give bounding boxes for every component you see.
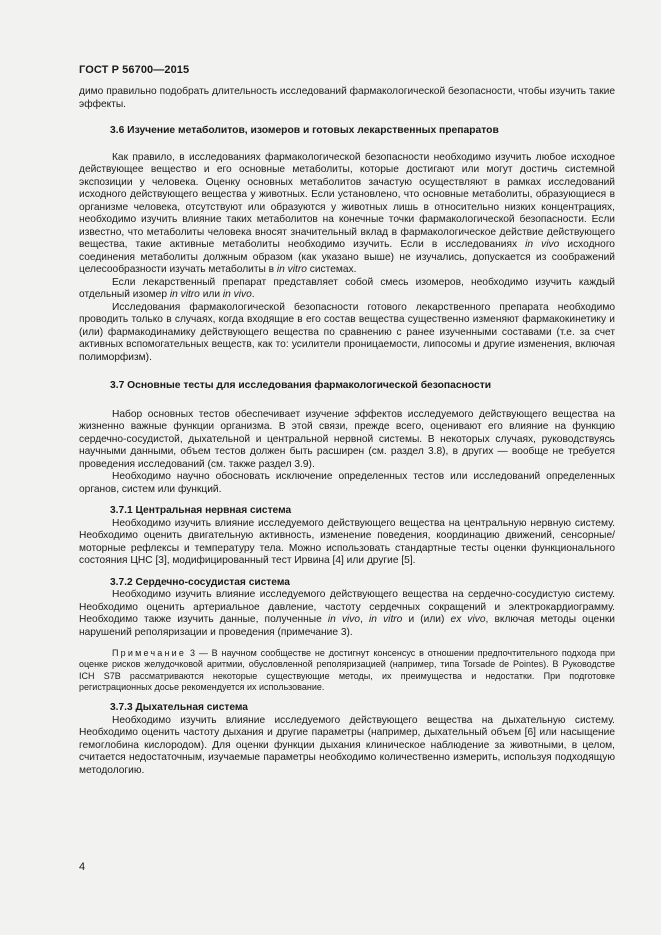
italic-term: in vitro bbox=[169, 289, 200, 300]
note-3 bbox=[79, 648, 615, 693]
section-3-7-2-heading: 3.7.2 Сердечно-сосудистая система bbox=[110, 576, 290, 588]
section-3-6-paragraph-3: Исследования фармакологической безопасности готового лекарственного препарата необходимо проводить только в случаях, когда входящие в его состав вещества существенно изменяют фармакокинетику и (или) фармакодинамику действующего вещества по сравнению с ранее изученными составами (т.е. за счет активных вспомогательных веществ, как то: усилители проницаемости, липосомы и другие изменения, включая полиморфизм). bbox=[79, 301, 615, 363]
text-run: системах. bbox=[306, 264, 357, 275]
text-run: и (или) bbox=[402, 614, 451, 625]
italic-term: in vivo bbox=[525, 239, 560, 250]
text-run: исходного соединения метаболиты должным образом (как указано выше) не изучались, допускается из соображений целесообразности изучать метаболиты в bbox=[79, 239, 615, 275]
note-label: Примечание bbox=[112, 648, 187, 658]
section-3-6-heading: 3.6 Изучение метаболитов, изомеров и готовых лекарственных препаратов bbox=[110, 125, 499, 136]
section-3-7-2-paragraph bbox=[79, 589, 615, 639]
text-run: , bbox=[360, 614, 370, 625]
italic-term: in vitro bbox=[369, 614, 403, 625]
section-3-7-1-paragraph: Необходимо изучить влияние исследуемого действующего вещества на центральную нервную систему. Необходимо оценить двигательную активность, изменение поведения, координацию движений, сенсорные/моторные рефлексы и температуру тела. Можно использовать стандартные тесты оценки функционального состояния ЦНС [3], модифицированный тест Ирвина [4] или другие [5]. bbox=[79, 517, 615, 566]
section-3-7-3-heading: 3.7.3 Дыхательная система bbox=[110, 702, 248, 714]
page-number: 4 bbox=[79, 861, 86, 873]
italic-term: in vitro bbox=[276, 264, 307, 275]
note-text: 3 — В научном сообществе не достигнут консенсус в отношении предпочтительного подхода при оценке рисков желудочковой аритмии, обусловленной реполяризацией (например, типа Torsade de Pointes). В Руководстве ICH S7B рассматриваются некоторые существующие методы, их преимущества и недостатки. При подготовке регистрационных досье рекомендуется их использование. bbox=[79, 648, 615, 692]
section-3-7-1-heading: 3.7.1 Центральная нервная система bbox=[110, 505, 292, 516]
section-3-7-heading: 3.7 Основные тесты для исследования фармакологической безопасности bbox=[110, 380, 492, 391]
intro-fragment: димо правильно подобрать длительность исследований фармакологической безопасности, чтобы изучить такие эффекты. bbox=[79, 86, 615, 110]
text-run: Необходимо изучить влияние исследуемого действующего вещества на сердечно-сосудистую систему. Необходимо оценить артериальное давление, частоту сердечных сокращений и электрокардиограмму. Необходимо также изучить данные, полученные bbox=[79, 589, 615, 625]
text-run: Как правило, в исследованиях фармакологической безопасности необходимо изучить любое исходное действующее вещество и его основные метаболиты, которые достигают или могут достичь системной экспозиции у человека. Оценку основных метаболитов зачастую осуществляют в рамках исследований исходного действующего вещества у животных. Если установлено, что основные метаболиты, образующиеся в организме человека, отсутствуют или образуются у животных лишь в относительно низких концентрациях, необходимо изучить влияние таких метаболитов на конечные точки фармакологической безопасности. Если известно, что метаболиты человека вносят значительный вклад в фармакологическое действие действующего вещества, такие активные метаболиты необходимо изучить. Если в исследованиях bbox=[79, 151, 615, 250]
page-content bbox=[79, 86, 615, 777]
italic-term: ex vivo bbox=[450, 614, 486, 625]
text-run: или bbox=[199, 289, 223, 300]
text-run: Если лекарственный препарат представляет собой смесь изомеров, необходимо изучить каждый отдельный изомер bbox=[79, 276, 615, 300]
text-run: . bbox=[251, 289, 255, 300]
section-3-7-3-paragraph: Необходимо изучить влияние исследуемого действующего вещества на дыхательную систему. Необходимо оценить частоту дыхания и другие параметры (например, дыхательный объем [6] или насыщение гемоглобина кислородом). Для оценки функции дыхания клиническое наблюдение за животными, в целом, считается недостаточным, изучаемые параметры необходимо количественно измерить, используя подходящую методологию. bbox=[79, 714, 615, 776]
standard-header: ГОСТ Р 56700—2015 bbox=[79, 64, 190, 76]
section-3-7-paragraph-2: Необходимо научно обосновать исключение определенных тестов или исследований определенных органов, систем или функций. bbox=[79, 471, 615, 495]
italic-term: in vivo bbox=[327, 614, 361, 625]
section-3-6-paragraph-2 bbox=[79, 277, 615, 302]
italic-term: in vivo bbox=[222, 289, 252, 300]
section-3-6-paragraph-1 bbox=[79, 152, 615, 277]
section-3-7-paragraph-1: Набор основных тестов обеспечивает изучение эффектов исследуемого действующего вещества на жизненно важные функции организма. В этой связи, прежде всего, оценивают его влияние на функцию сердечно-сосудистой, дыхательной и центральной нервной системы. В некоторых случаях, руководствуясь научными данными, объем тестов должен быть расширен (см. раздел 3.8), в других — вообще не требуется проведения исследований (см. также раздел 3.9). bbox=[79, 408, 615, 470]
text-run: , включая методы оценки нарушений реполяризации и проведения (примечание 3). bbox=[79, 614, 616, 638]
